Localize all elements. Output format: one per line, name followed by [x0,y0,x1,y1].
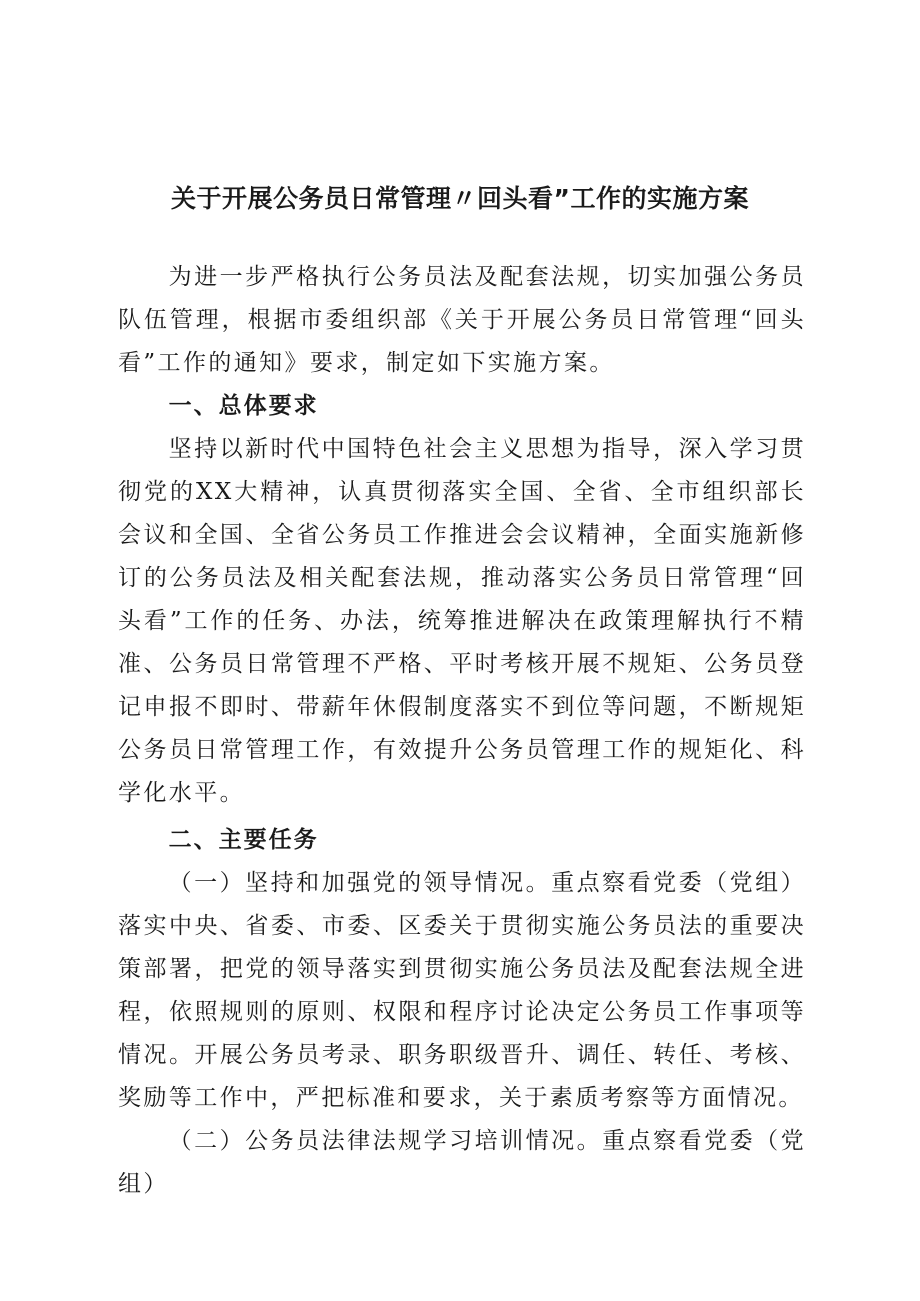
main-task-item-1: （一）坚持和加强党的领导情况。重点察看党委（党组）落实中央、省委、市委、区委关于贯彻实施公务员法的重要决策部署，把党的领导落实到贯彻实施公务员法及配套法规全进程，依照规则的原则、权限和程序讨论决定公务员工作事项等情况。开展公务员考录、职务职级晋升、调任、转任、考核、奖励等工作中，严把标准和要求，关于素质考察等方面情况。 [118,870,806,1111]
document-title: 关于开展公务员日常管理〃回头看”工作的实施方案 [171,184,749,213]
general-requirements-paragraph: 坚持以新时代中国特色社会主义思想为指导，深入学习贯彻党的XX大精神，认真贯彻落实全国、全省、全市组织部长会议和全国、全省公务员工作推进会会议精神，全面实施新修订的公务员法及相关配套法规，推动落实公务员日常管理“回头看”工作的任务、办法，统筹推进解决在政策理解执行不精准、公务员日常管理不严格、平时考核开展不规矩、公务员登记申报不即时、带薪年休假制度落实不到位等问题，不断规矩公务员日常管理工作，有效提升公务员管理工作的规矩化、科学化水平。 [118,436,806,806]
document-body [118,256,806,1206]
section-heading-main-tasks: 二、主要任务 [168,827,319,853]
section-heading-general-requirements: 一、总体要求 [168,393,319,419]
intro-paragraph: 为进一步严格执行公务员法及配套法规，切实加强公务员队伍管理，根据市委组织部《关于开展公务员日常管理“回头看”工作的通知》要求，制定如下实施方案。 [118,264,806,376]
main-task-item-2: （二）公务员法律法规学习培训情况。重点察看党委（党组） [118,1128,806,1197]
